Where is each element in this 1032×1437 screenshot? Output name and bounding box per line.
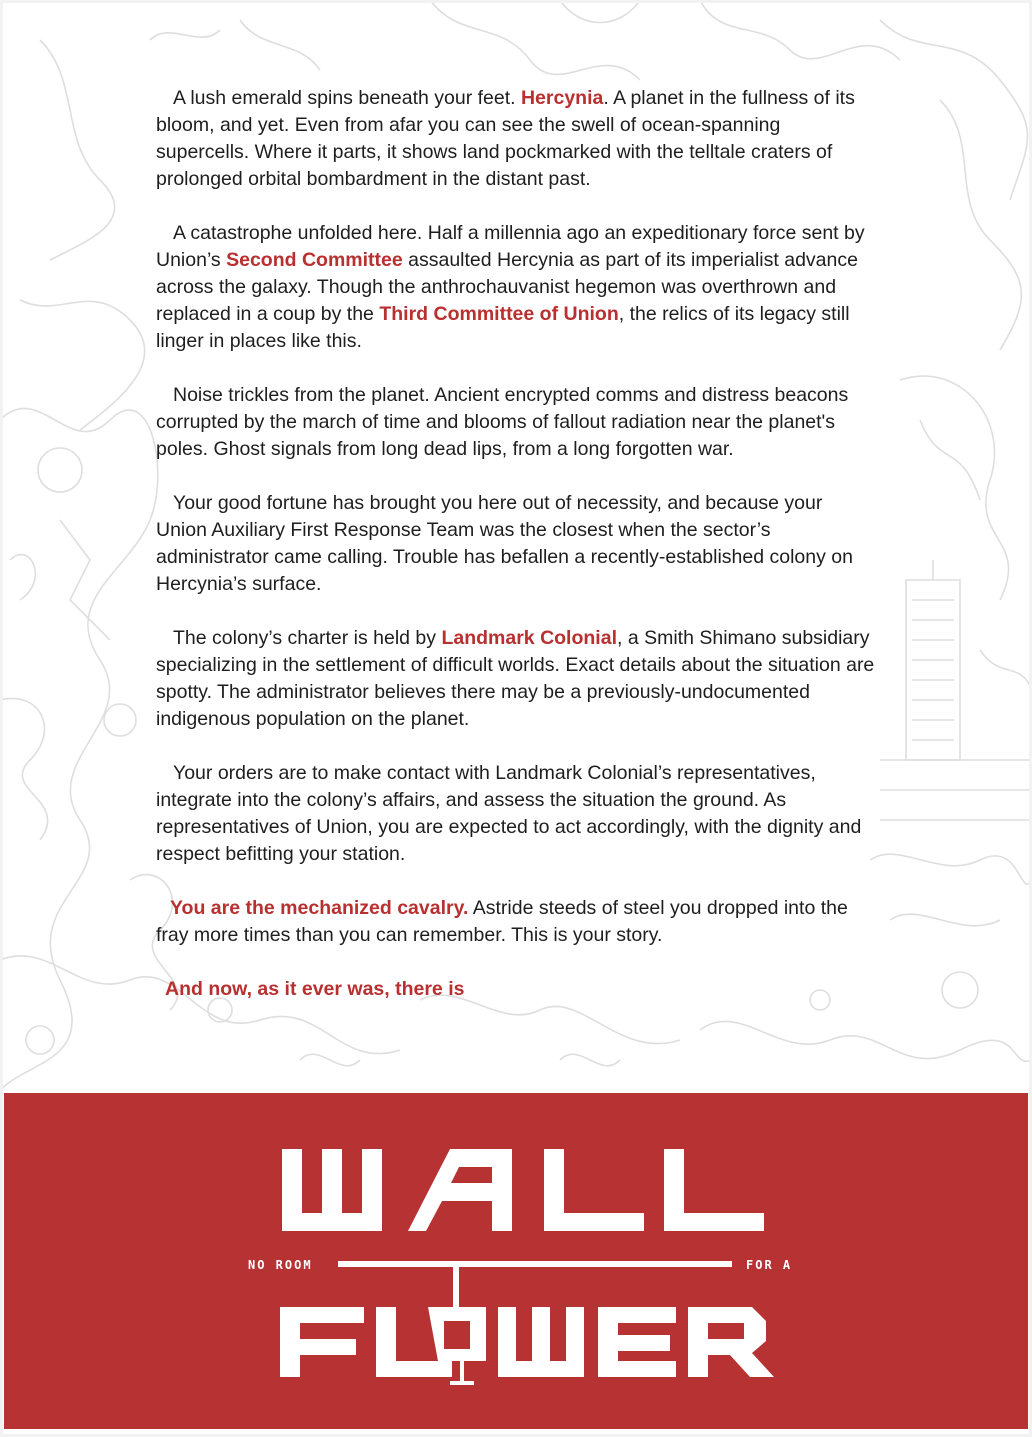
paragraph: Your orders are to make contact with Landmark Colonial’s representatives, integrate into the colony’s affairs, and assess the situation the ground. As representatives of Union, you are expected to act accordingly, with the dignity and respect befitting your station. [156,762,862,865]
closing-line: And now, as it ever was, there is [165,978,465,1000]
title-banner [4,1093,1028,1429]
wallflower-logo [4,1093,1028,1429]
paragraph: A catastrophe unfolded here. Half a millennia ago an expeditionary force sent by Union’s Second Committee assaulted Hercynia as part of its imperialist advance across the galaxy. Though the anthrochauvanist hegemon was overthrown and replaced in a coup by the Third Committee of Union, the relics of its legacy still linger in places like this. [156,222,865,352]
logo-tagline-right: FOR A [746,1258,793,1272]
logo-flower-word [280,1307,774,1385]
logo-wall-word [282,1149,764,1231]
paragraph: Noise trickles from the planet. Ancient encrypted comms and distress beacons corrupted by the march of time and blooms of fallout radiation near the planet's poles. Ghost signals from long dead lips, from a long forgotten war. [156,384,849,460]
paragraph: Your good fortune has brought you here out of necessity, and because your Union Auxiliary First Response Team was the closest when the sector’s administrator came calling. Trouble has befallen a recently-established colony on Hercynia’s surface. [156,492,853,595]
intro-text [156,85,878,1030]
logo-tagline-left: NO ROOM [248,1258,313,1272]
paragraph: The colony’s charter is held by Landmark Colonial, a Smith Shimano subsidiary specializing in the settlement of difficult worlds. Exact details about the situation are spotty. The administrator believes there may be a previously-undocumented indigenous population on the planet. [156,627,875,730]
paragraph: A lush emerald spins beneath your feet. Hercynia. A planet in the fullness of its bloom, and yet. Even from afar you can see the swell of ocean-spanning supercells. Where it parts, it shows land pockmarked with the telltale craters of prolonged orbital bombardment in the distant past. [156,87,855,190]
paragraph: You are the mechanized cavalry. Astride steeds of steel you dropped into the fray more times than you can remember. This is your story. [156,897,848,946]
logo-divider [338,1264,732,1307]
